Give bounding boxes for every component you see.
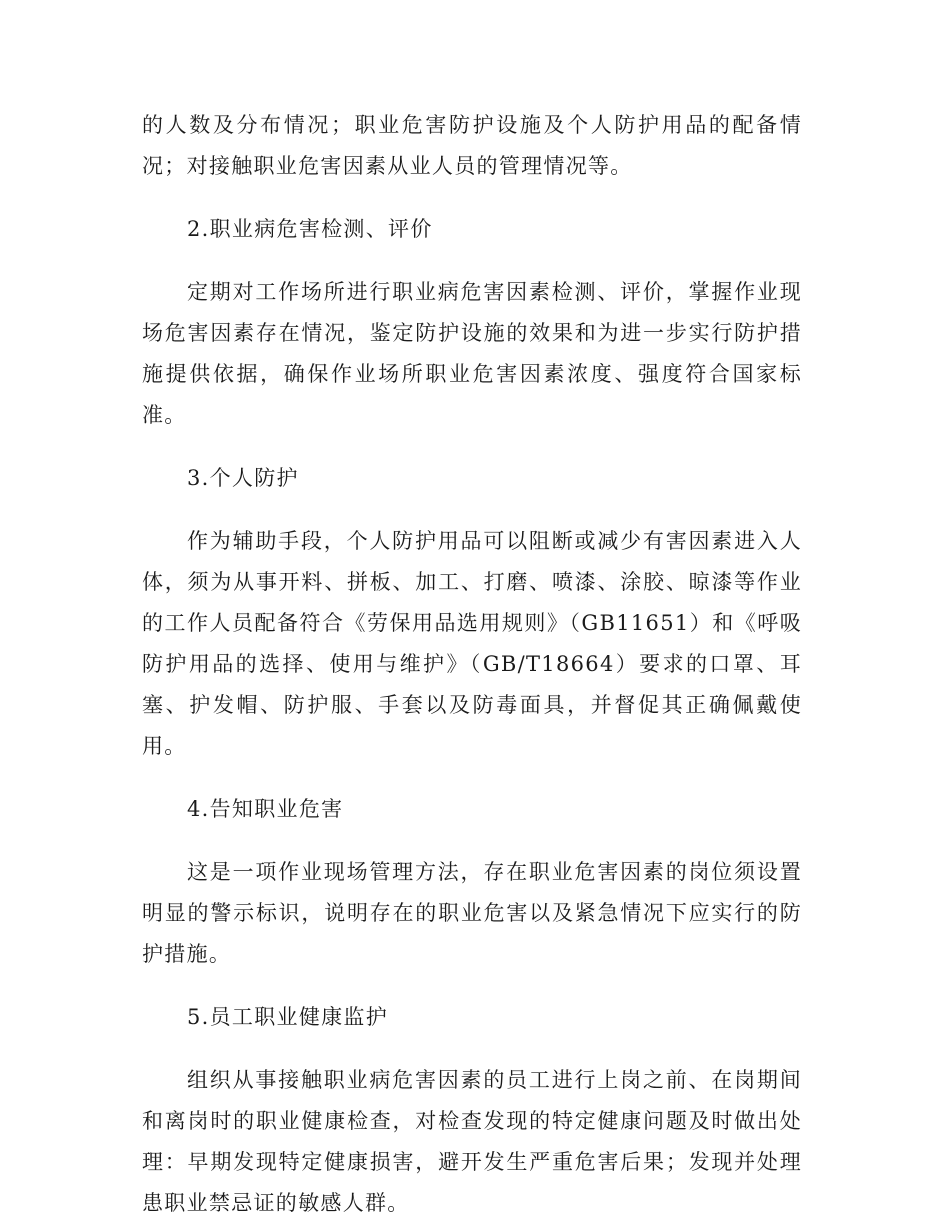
paragraph-spacer [142, 1038, 802, 1060]
paragraph-health-surveillance: 组织从事接触职业病危害因素的员工进行上岗之前、在岗期间和离岗时的职业健康检查，对检查发现的特定健康问题及时做出处理：早期发现特定健康损害，避开发生严重危害后果；发现并处理患职业禁忌证的敏感人群。 [142, 1068, 802, 1215]
paragraph-monitoring: 定期对工作场所进行职业病危害因素检测、评价，掌握作业现场危害因素存在情况，鉴定防护设施的效果和为进一步实行防护措施提供依据，确保作业场所职业危害因素浓度、强度符合国家标准。 [142, 280, 802, 427]
paragraph-spacer [142, 767, 802, 789]
paragraph-spacer [142, 187, 802, 209]
paragraph-worker-distribution: 的人数及分布情况；职业危害防护设施及个人防护用品的配备情况；对接触职业危害因素从业人员的管理情况等。 [142, 113, 802, 178]
section-heading-hazard-notice: 4.告知职业危害 [187, 797, 344, 821]
section-heading-health-surveillance: 5.员工职业健康监护 [187, 1005, 389, 1029]
paragraph-spacer [142, 830, 802, 852]
paragraph-spacer [142, 975, 802, 997]
paragraph-hazard-notice: 这是一项作业现场管理方法，存在职业危害因素的岗位须设置明显的警示标识，说明存在的职业危害以及紧急情况下应实行的防护措施。 [142, 860, 802, 966]
paragraph-spacer [142, 436, 802, 458]
document-body [142, 105, 802, 1224]
paragraph-spacer [142, 499, 802, 521]
section-heading-monitoring: 2.职业病危害检测、评价 [187, 217, 433, 241]
paragraph-spacer [142, 250, 802, 272]
section-heading-personal-protection: 3.个人防护 [187, 466, 299, 490]
paragraph-personal-protection: 作为辅助手段，个人防护用品可以阻断或减少有害因素进入人体，须为从事开料、拼板、加工、打磨、喷漆、涂胶、晾漆等作业的工作人员配备符合《劳保用品选用规则》（GB11651）和《呼吸防护用品的选择、使用与维护》（GB/T18664）要求的口罩、耳塞、护发帽、防护服、手套以及防毒面具，并督促其正确佩戴使用。 [142, 529, 802, 758]
